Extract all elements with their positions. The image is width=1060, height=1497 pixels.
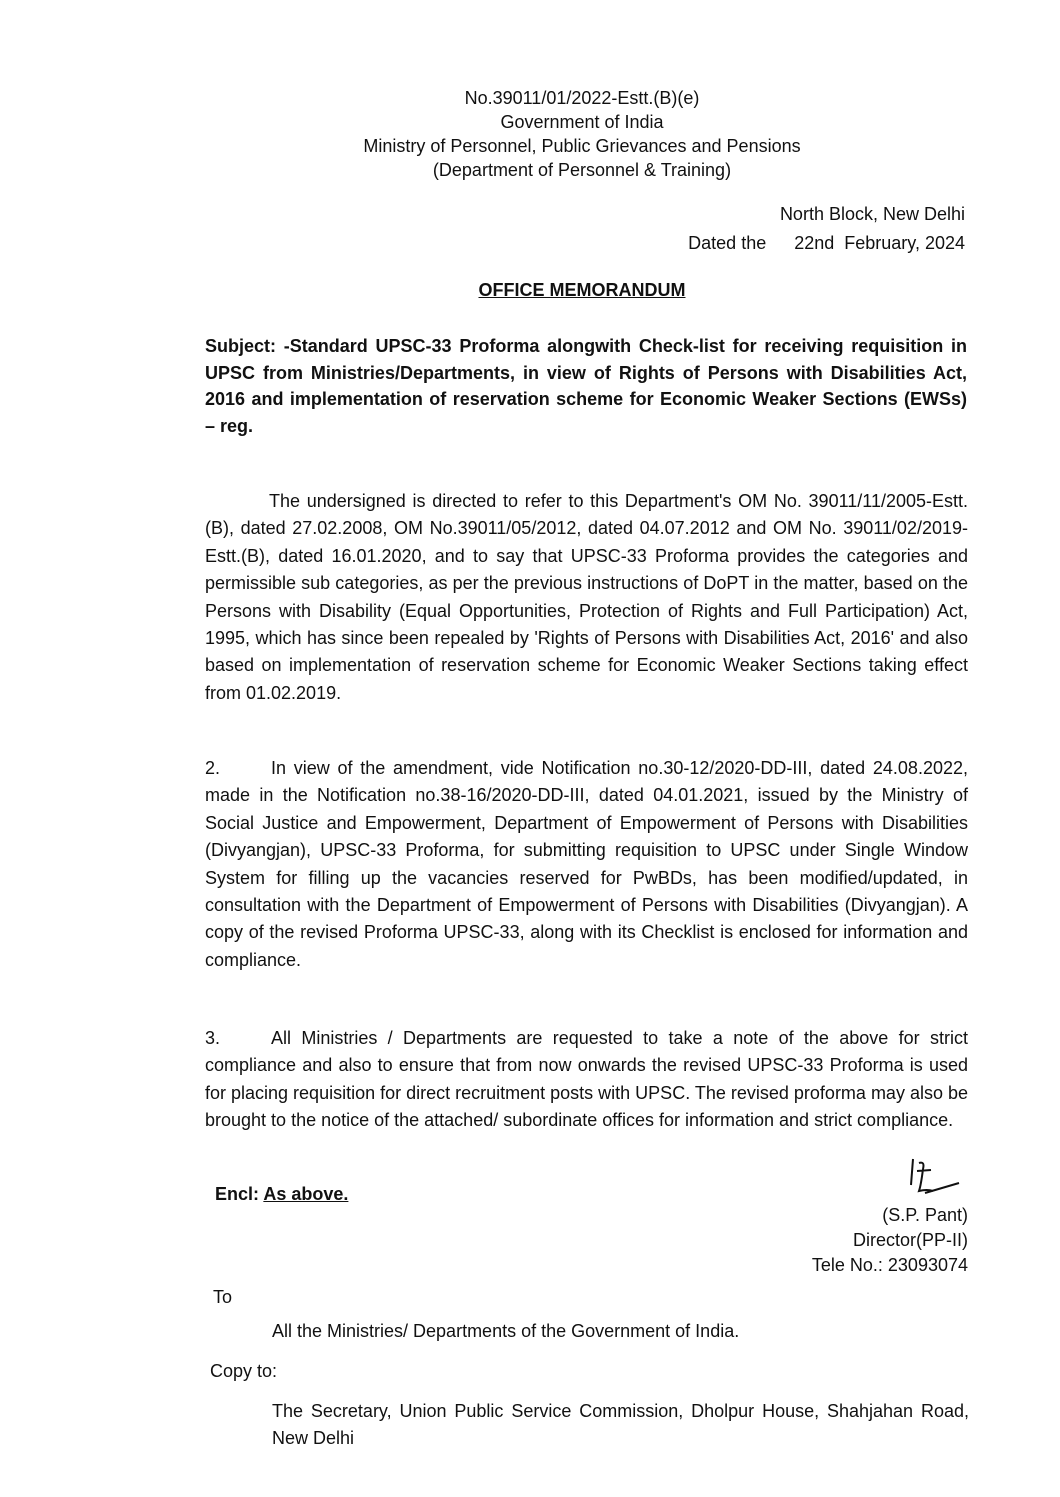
encl-value: As above. [263,1184,349,1204]
department: (Department of Personnel & Training) [432,160,732,180]
paragraph-3 [205,1025,968,1135]
date: 22nd February, 2024 [794,233,965,253]
copy-recipient: The Secretary, Union Public Service Commission, Dholpur House, Shahjahan Road, New Delhi [272,1401,969,1448]
signature-icon [905,1155,965,1205]
page-title: OFFICE MEMORANDUM [478,280,686,300]
signatory-name: (S.P. Pant) [882,1205,968,1225]
ministry: Ministry of Personnel, Public Grievances and Pensions [363,136,801,156]
to-label: To [213,1287,233,1307]
signatory-phone: Tele No.: 23093074 [811,1255,968,1275]
document-header [0,86,1060,182]
paragraph-2 [205,755,968,974]
paragraph-text: All Ministries / Departments are requested to take a note of the above for strict compliance and also to ensure that from now onwards the revised UPSC-33 Proforma is used for placing requisition for direct recruitment posts with UPSC. The revised proforma may also be brought to the notice of the attached/ subordinate offices for information and strict compliance. [205,1028,968,1131]
paragraph-1 [205,488,968,707]
encl-label: Encl: [215,1184,260,1204]
signatory-designation: Director(PP-II) [852,1230,968,1250]
paragraph-text: The undersigned is directed to refer to this Department's OM No. 39011/11/2005-Estt.(B), dated 27.02.2008, OM No.39011/05/2012, dated 04.07.2012 and OM No. 39011/02/2019-Estt.(B), dated 16.01.2020, and to say that UPSC-33 Proforma provides the categories and permissible sub categories, as per the previous instructions of DoPT in the matter, based on the Persons with Disability (Equal Opportunities, Protection of Rights and Full Participation) Act, 1995, which has since been repealed by 'Rights of Persons with Disabilities Act, 2016' and also based on implementation of reservation scheme for Economic Weaker Sections taking effect from 01.02.2019. [205,491,968,703]
copy-label: Copy to: [210,1361,278,1381]
place-date [688,200,965,258]
place: North Block, New Delhi [779,204,965,224]
signature-block [812,1203,968,1278]
dated-label: Dated the [688,233,767,253]
paragraph-number: 2. [205,758,221,778]
government: Government of India [500,112,664,132]
addressee: All the Ministries/ Departments of the Government of India. [272,1321,740,1341]
subject: Subject: -Standard UPSC-33 Proforma alongwith Check-list for receiving requisition in UPSC from Ministries/Departments, in view of Rights of Persons with Disabilities Act, 2016 and implementation of reservation scheme for Economic Weaker Sections (EWSs) – reg. [205,336,967,436]
enclosure [215,1184,348,1205]
paragraph-text: In view of the amendment, vide Notification no.30-12/2020-DD-III, dated 24.08.2022, made in the Notification no.38-16/2020-DD-III, dated 04.01.2021, issued by the Ministry of Social Justice and Empowerment, Department of Empowerment of Persons with Disabilities (Divyangjan), UPSC-33 Proforma, for submitting requisition to UPSC under Single Window System for filling up the vacancies reserved for PwBDs, has been modified/updated, in consultation with the Department of Empowerment of Persons with Disabilities (Divyangjan). A copy of the revised Proforma UPSC-33, along with its Checklist is enclosed for information and compliance. [205,758,968,970]
paragraph-number: 3. [205,1028,221,1048]
file-number: No.39011/01/2022-Estt.(B)(e) [464,88,700,108]
